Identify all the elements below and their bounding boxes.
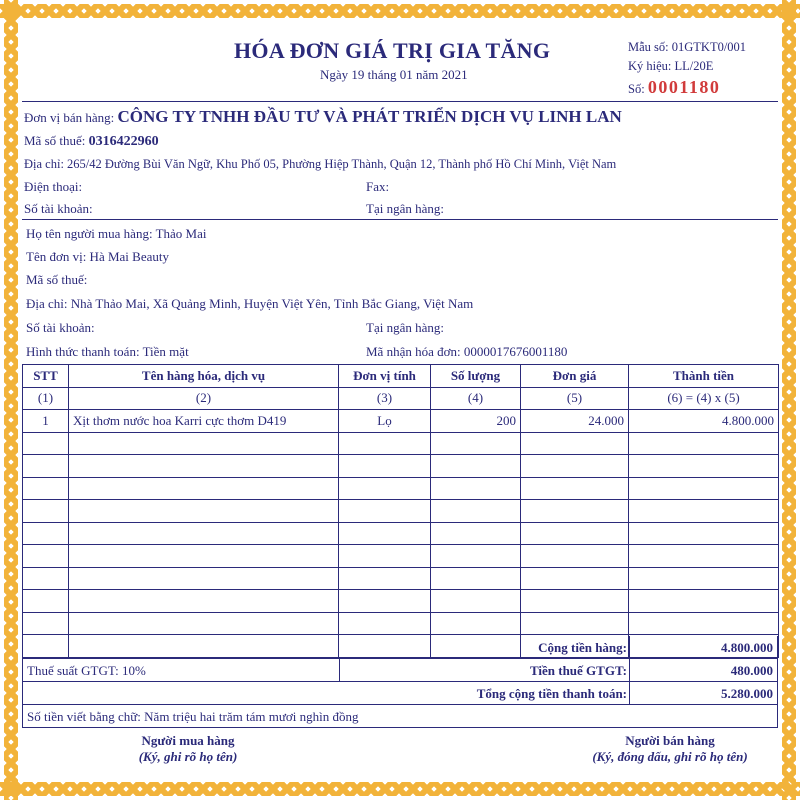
col-header: Số lượng [431, 365, 521, 388]
empty-row [23, 545, 779, 568]
seller-account: Số tài khoản: [24, 201, 93, 216]
buyer-account: Số tài khoản: [26, 320, 95, 335]
decorative-border-left [4, 0, 18, 800]
divider [22, 219, 778, 220]
seller-name-row [24, 107, 622, 127]
grand-total-label: Tổng cộng tiền thanh toán: [476, 686, 627, 701]
grand-total-row [22, 682, 778, 705]
col-header: Thành tiền [629, 365, 779, 388]
buyer-name: Họ tên người mua hàng: Thảo Mai [26, 226, 207, 241]
decorative-border-right [782, 0, 796, 800]
divider [629, 659, 630, 681]
index-cell: (6) = (4) x (5) [629, 387, 779, 410]
divider [629, 636, 630, 658]
empty-row [23, 455, 779, 478]
subtotal-label: Cộng tiền hàng: [538, 640, 627, 655]
empty-row [23, 567, 779, 590]
table-row [23, 410, 779, 433]
seller-signature-note: (Ký, đóng dấu, ghi rõ họ tên) [592, 749, 748, 764]
subtotal-row [22, 636, 778, 659]
items-table [22, 364, 779, 658]
buyer-bank: Tại ngân hàng: [366, 320, 444, 335]
vat-row [22, 659, 778, 682]
empty-row [23, 612, 779, 635]
invoice-symbol: Ký hiệu: LL/20E [628, 59, 714, 73]
col-header: STT [23, 365, 69, 388]
buyer-signature-block [68, 733, 308, 765]
decorative-border-bottom [0, 782, 800, 796]
index-row [23, 387, 779, 410]
seller-name-label: Đơn vị bán hàng: [24, 110, 115, 125]
invoice-sheet [22, 22, 778, 778]
vat-rate: Thuế suất GTGT: 10% [27, 663, 146, 678]
col-header: Đơn giá [521, 365, 629, 388]
invoice-title: HÓA ĐƠN GIÁ TRỊ GIA TĂNG [234, 38, 551, 63]
col-header: Tên hàng hóa, dịch vụ [69, 365, 339, 388]
seller-tax-label: Mã số thuế: [24, 133, 86, 148]
seller-fax: Fax: [366, 179, 390, 194]
item-amount: 4.800.000 [629, 410, 779, 433]
seller-phone: Điện thoại: [24, 179, 83, 194]
vat-value: 480.000 [730, 663, 773, 678]
divider [22, 101, 778, 102]
item-unit: Lọ [339, 410, 431, 433]
seller-signature-title: Người bán hàng [625, 733, 715, 748]
col-header: Đơn vị tính [339, 365, 431, 388]
decorative-border-top [0, 4, 800, 18]
seller-tax-code: 0316422960 [88, 134, 159, 149]
index-cell: (5) [521, 387, 629, 410]
index-cell: (3) [339, 387, 431, 410]
item-quantity: 200 [431, 410, 521, 433]
index-cell: (1) [23, 387, 69, 410]
seller-bank: Tại ngân hàng: [366, 201, 444, 216]
seller-signature-block [558, 733, 782, 765]
amount-in-words: Số tiền viết bằng chữ: Năm triệu hai trăm tám mươi nghìn đồng [27, 709, 359, 724]
buyer-signature-title: Người mua hàng [141, 733, 235, 748]
buyer-signature-note: (Ký, ghi rõ họ tên) [138, 749, 238, 764]
table-header-row [23, 365, 779, 388]
buyer-tax: Mã số thuế: [26, 272, 88, 287]
form-number: Mẫu số: 01GTKT0/001 [628, 40, 747, 54]
empty-row [23, 522, 779, 545]
empty-row [23, 500, 779, 523]
invoice-number-line [628, 77, 720, 98]
buyer-address: Địa chỉ: Nhà Thảo Mai, Xã Quảng Minh, Huyện Việt Yên, Tỉnh Bắc Giang, Việt Nam [26, 296, 474, 311]
divider [339, 659, 340, 681]
index-cell: (2) [69, 387, 339, 410]
item-stt: 1 [23, 410, 69, 433]
buyer-unit: Tên đơn vị: Hà Mai Beauty [26, 249, 169, 264]
item-name: Xịt thơm nước hoa Karri cực thơm D419 [69, 410, 339, 433]
divider [629, 682, 630, 704]
subtotal-value: 4.800.000 [721, 640, 773, 655]
receive-code: Mã nhận hóa đơn: 0000017676001180 [366, 344, 568, 359]
invoice-number: 0001180 [647, 77, 721, 97]
seller-address: Địa chỉ: 265/42 Đường Bùi Văn Ngữ, Khu Phố 05, Phường Hiệp Thành, Quận 12, Thành phố Hồ Chí Minh, Việt Nam [24, 157, 617, 171]
empty-row [23, 477, 779, 500]
vat-label: Tiền thuế GTGT: [529, 663, 627, 678]
item-unit-price: 24.000 [521, 410, 629, 433]
empty-row [23, 432, 779, 455]
grand-total-value: 5.280.000 [721, 686, 773, 701]
index-cell: (4) [431, 387, 521, 410]
seller-tax-row [24, 133, 159, 150]
amount-in-words-row [22, 705, 778, 728]
payment-method: Hình thức thanh toán: Tiền mặt [26, 344, 189, 359]
invoice-date: Ngày 19 tháng 01 năm 2021 [320, 67, 468, 82]
invoice-number-label: Số: [628, 82, 645, 96]
seller-name: CÔNG TY TNHH ĐẦU TƯ VÀ PHÁT TRIỂN DỊCH VỤ LINH LAN [117, 107, 622, 126]
empty-row [23, 590, 779, 613]
